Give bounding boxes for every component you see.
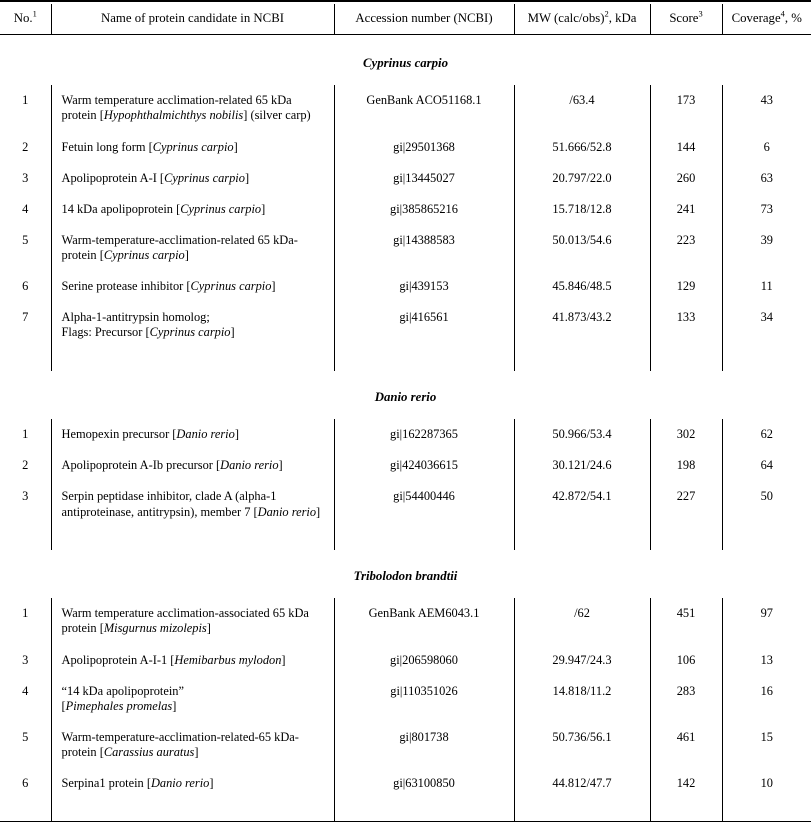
section-tail-cell	[722, 799, 811, 822]
cell-number: 2	[22, 139, 29, 154]
cell-number: 1	[22, 606, 29, 621]
section-heading-species: Danio rerio	[374, 389, 437, 404]
section-tail-cell	[334, 349, 514, 371]
section-tail-cell	[51, 528, 334, 550]
section-heading-species: Tribolodon brandtii	[353, 568, 458, 583]
cell-score: 142	[650, 768, 722, 799]
section-tail-cell	[650, 528, 722, 550]
column-header-label: Accession number (NCBI)	[355, 11, 493, 25]
table-row	[0, 722, 811, 768]
cell-number: 7	[22, 310, 29, 325]
cell-coverage: 63	[722, 163, 811, 194]
cell-score: 133	[650, 302, 722, 348]
cell-number: 3	[22, 652, 29, 667]
cell-molecular-weight: 30.121/24.6	[514, 450, 650, 481]
cell-protein-name: Hemopexin precursor [Danio rerio]	[51, 419, 334, 450]
section-heading-row	[0, 42, 811, 86]
cell-coverage: 62	[722, 419, 811, 450]
cell-score: 106	[650, 645, 722, 676]
table-row	[0, 163, 811, 194]
cell-coverage: 15	[722, 722, 811, 768]
cell-score: 260	[650, 163, 722, 194]
column-header-name	[51, 4, 334, 34]
cell-protein-name: 14 kDa apolipoprotein [Cyprinus carpio]	[51, 194, 334, 225]
section-tail-cell	[334, 528, 514, 550]
column-header-label: Name of protein candidate in NCBI	[100, 11, 284, 25]
section-tail-cell	[0, 349, 51, 371]
cell-protein-name: Apolipoprotein A-I-1 [Hemibarbus mylodon]	[51, 645, 334, 676]
cell-number: 5	[22, 232, 29, 247]
section-tail-row	[0, 528, 811, 550]
cell-molecular-weight: 42.872/54.1	[514, 481, 650, 527]
cell-molecular-weight: /62	[514, 598, 650, 644]
cell-score: 173	[650, 85, 722, 131]
table-row	[0, 271, 811, 302]
column-header-footnote-marker: 3	[698, 8, 703, 19]
table-header	[0, 1, 811, 37]
table-row	[0, 302, 811, 348]
section-tail-cell	[51, 799, 334, 822]
section-tail-cell	[722, 528, 811, 550]
cell-coverage: 34	[722, 302, 811, 348]
cell-molecular-weight: 15.718/12.8	[514, 194, 650, 225]
section-tail-cell	[334, 799, 514, 822]
section-tail-row	[0, 349, 811, 371]
cell-protein-name: Serpin peptidase inhibitor, clade A (alpha-1 antiproteinase, antitrypsin), member 7 [Danio rerio]	[51, 481, 334, 527]
cell-coverage: 39	[722, 225, 811, 271]
column-header-label: MW (calc/obs)	[527, 11, 605, 25]
cell-molecular-weight: 50.013/54.6	[514, 225, 650, 271]
cell-protein-name: Serine protease inhibitor [Cyprinus carpio]	[51, 271, 334, 302]
cell-accession: gi|13445027	[334, 163, 514, 194]
cell-coverage: 73	[722, 194, 811, 225]
cell-protein-name: Apolipoprotein A-I [Cyprinus carpio]	[51, 163, 334, 194]
cell-coverage: 43	[722, 85, 811, 131]
cell-number: 5	[22, 729, 29, 744]
section-heading-row	[0, 376, 811, 420]
cell-number: 4	[22, 683, 29, 698]
table-row	[0, 85, 811, 131]
cell-number: 1	[22, 93, 29, 108]
cell-accession: gi|14388583	[334, 225, 514, 271]
table-body	[0, 37, 811, 822]
cell-protein-name: Alpha-1-antitrypsin homolog; Flags: Precursor [Cyprinus carpio]	[51, 302, 334, 348]
cell-score: 241	[650, 194, 722, 225]
cell-accession: gi|416561	[334, 302, 514, 348]
section-heading-row	[0, 555, 811, 599]
cell-molecular-weight: 45.846/48.5	[514, 271, 650, 302]
cell-coverage: 97	[722, 598, 811, 644]
column-header-mw	[514, 4, 650, 34]
section-tail-cell	[650, 799, 722, 822]
column-header-label: No.	[13, 11, 33, 25]
column-header-label: Coverage	[731, 11, 781, 25]
table-row	[0, 419, 811, 450]
cell-number: 6	[22, 279, 29, 294]
cell-protein-name: “14 kDa apolipoprotein” [Pimephales promelas]	[51, 676, 334, 722]
cell-molecular-weight: /63.4	[514, 85, 650, 131]
cell-accession: gi|801738	[334, 722, 514, 768]
section-tail-cell	[514, 528, 650, 550]
cell-number: 3	[22, 489, 29, 504]
cell-score: 129	[650, 271, 722, 302]
cell-accession: GenBank ACO51168.1	[334, 85, 514, 131]
cell-coverage: 13	[722, 645, 811, 676]
cell-accession: gi|206598060	[334, 645, 514, 676]
cell-protein-name: Warm-temperature-acclimation-related-65 kDa-protein [Carassius auratus]	[51, 722, 334, 768]
cell-coverage: 10	[722, 768, 811, 799]
cell-score: 283	[650, 676, 722, 722]
cell-number: 6	[22, 776, 29, 791]
cell-accession: GenBank AEM6043.1	[334, 598, 514, 644]
cell-accession: gi|162287365	[334, 419, 514, 450]
table-row	[0, 225, 811, 271]
cell-molecular-weight: 14.818/11.2	[514, 676, 650, 722]
table-row	[0, 768, 811, 799]
cell-number: 4	[22, 201, 29, 216]
table-row	[0, 645, 811, 676]
cell-coverage: 64	[722, 450, 811, 481]
cell-coverage: 6	[722, 132, 811, 163]
table-row	[0, 132, 811, 163]
cell-accession: gi|385865216	[334, 194, 514, 225]
section-tail-cell	[0, 528, 51, 550]
column-header-no	[0, 4, 51, 34]
table-row	[0, 481, 811, 527]
cell-score: 451	[650, 598, 722, 644]
cell-score: 461	[650, 722, 722, 768]
section-tail-cell	[51, 349, 334, 371]
cell-molecular-weight: 50.966/53.4	[514, 419, 650, 450]
cell-accession: gi|439153	[334, 271, 514, 302]
section-tail-cell	[650, 349, 722, 371]
cell-accession: gi|424036615	[334, 450, 514, 481]
cell-score: 198	[650, 450, 722, 481]
cell-score: 144	[650, 132, 722, 163]
cell-molecular-weight: 50.736/56.1	[514, 722, 650, 768]
section-tail-cell	[514, 349, 650, 371]
column-header-score	[650, 4, 722, 34]
table-row	[0, 450, 811, 481]
cell-number: 3	[22, 170, 29, 185]
section-heading-species: Cyprinus carpio	[363, 55, 448, 70]
table-row	[0, 194, 811, 225]
cell-protein-name: Warm temperature acclimation-related 65 kDa protein [Hypophthalmichthys nobilis] (silver carp)	[51, 85, 334, 131]
cell-accession: gi|29501368	[334, 132, 514, 163]
cell-molecular-weight: 29.947/24.3	[514, 645, 650, 676]
column-header-acc	[334, 4, 514, 34]
cell-score: 302	[650, 419, 722, 450]
cell-molecular-weight: 41.873/43.2	[514, 302, 650, 348]
cell-protein-name: Warm temperature acclimation-associated 65 kDa protein [Misgurnus mizolepis]	[51, 598, 334, 644]
table-row	[0, 598, 811, 644]
cell-accession: gi|110351026	[334, 676, 514, 722]
section-tail-row	[0, 799, 811, 822]
table-row	[0, 676, 811, 722]
column-header-footnote-marker: 2	[604, 8, 609, 19]
cell-molecular-weight: 44.812/47.7	[514, 768, 650, 799]
section-tail-cell	[514, 799, 650, 822]
section-tail-cell	[0, 799, 51, 822]
cell-protein-name: Fetuin long form [Cyprinus carpio]	[51, 132, 334, 163]
cell-molecular-weight: 51.666/52.8	[514, 132, 650, 163]
column-header-footnote-marker: 4	[780, 8, 785, 19]
cell-molecular-weight: 20.797/22.0	[514, 163, 650, 194]
cell-accession: gi|63100850	[334, 768, 514, 799]
cell-score: 223	[650, 225, 722, 271]
section-tail-cell	[722, 349, 811, 371]
column-header-row	[0, 4, 811, 34]
cell-coverage: 11	[722, 271, 811, 302]
cell-number: 2	[22, 458, 29, 473]
cell-protein-name: Apolipoprotein A-Ib precursor [Danio rerio]	[51, 450, 334, 481]
cell-protein-name: Serpina1 protein [Danio rerio]	[51, 768, 334, 799]
cell-coverage: 50	[722, 481, 811, 527]
cell-accession: gi|54400446	[334, 481, 514, 527]
cell-coverage: 16	[722, 676, 811, 722]
cell-number: 1	[22, 427, 29, 442]
column-header-unit: , kDa	[608, 11, 637, 25]
column-header-label: Score	[669, 11, 699, 25]
column-header-footnote-marker: 1	[32, 8, 37, 19]
cell-protein-name: Warm-temperature-acclimation-related 65 kDa-protein [Cyprinus carpio]	[51, 225, 334, 271]
column-header-coverage	[722, 4, 811, 34]
cell-score: 227	[650, 481, 722, 527]
column-header-unit: , %	[784, 11, 802, 25]
